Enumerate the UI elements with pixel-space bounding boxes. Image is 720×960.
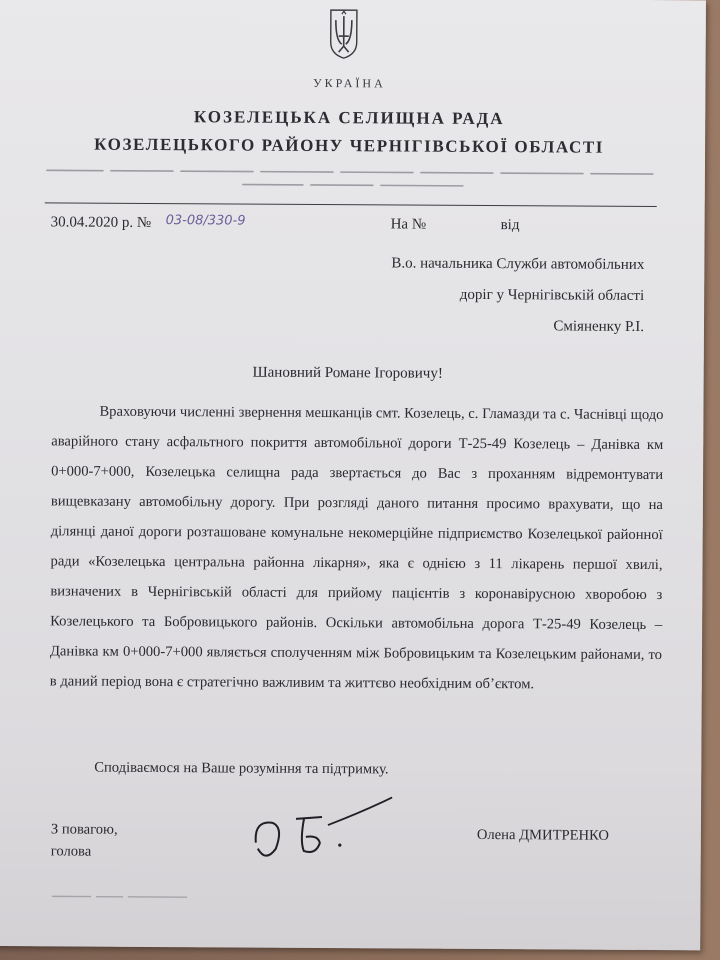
addressee-line-2: доріг у Чернігівській області (459, 286, 645, 304)
closing-regards: З повагою, (50, 821, 118, 838)
signer-position: голова (50, 843, 92, 860)
signer-name: Олена ДМИТРЕНКО (476, 826, 610, 844)
addressee-line-3: Сміяненку Р.І. (553, 318, 645, 335)
organization-district: КОЗЕЛЕЦЬКОГО РАЙОНУ ЧЕРНІГІВСЬКОЇ ОБЛАСТІ (94, 134, 605, 157)
reference-date-label: від (500, 217, 520, 234)
handwritten-signature (244, 793, 414, 874)
letter-body-paragraph: Враховуючи численні звернення мешканців смт. Козелець, с. Гламазди та с. Часнівці щодо аварійного стану асфальтного покриття автомобільної дороги Т-25-49 Козелець – Данівка км 0+000-7+000, Козелецька селищна рада звертається до Вас з проханням відремонтувати вищевказану автомобільну дорогу. При розгляді даного питання просимо врахувати, що на ділянці даної дороги розташоване комунальне некомерційне підприємство Козелецької районної ради «Козелецька центральна районна лікарня», яка є однією з 11 лікарень першої хвилі, визначених в Чернігівській області для прийому пацієнтів з коронавірусною хворобою з Козелецького та Бобровицького районів. Оскільки автомобільна дорога Т-25-49 Козелець – Данівка км 0+000-7+000 являється сполученням між Бобровицьким та Козелецьким районами, то в даний період вона є стратегічно важливим та життєво необхідним об’єктом. (49, 403, 664, 693)
letter-closing-paragraph: Сподіваємося на Ваше розуміння та підтримку. (94, 759, 389, 778)
trident-emblem-icon (327, 6, 361, 60)
greeting: Шановний Романе Ігоровичу! (252, 364, 443, 382)
header-divider (45, 202, 657, 207)
letter-date: 30.04.2020 р. № (50, 214, 152, 231)
reference-number-label: На № (390, 216, 427, 233)
organization-name: КОЗЕЛЕЦЬКА СЕЛИЩНА РАДА (193, 107, 505, 129)
addressee-block (391, 248, 645, 343)
registration-number: 03-08/330-9 (165, 213, 246, 229)
executor-note (50, 891, 190, 904)
closing-block (51, 818, 118, 862)
addressee-line-1: В.о. начальника Служби автомобільних (391, 255, 645, 273)
contact-address-line (43, 164, 663, 199)
country-label: УКРАЇНА (313, 75, 386, 91)
